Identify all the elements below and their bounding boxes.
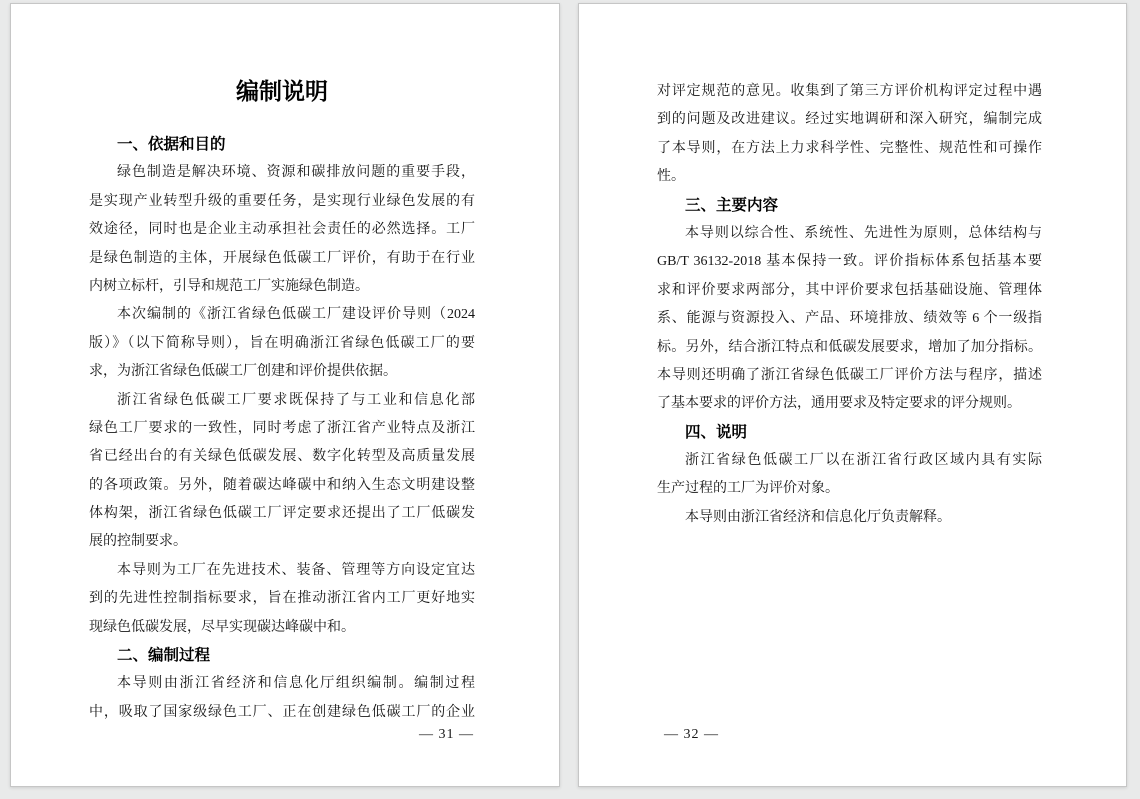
section-heading: 三、主要内容 (685, 196, 779, 214)
page-32-content (657, 4, 1042, 750)
text-line: 展的控制要求。 (89, 534, 187, 550)
document-title: 编制说明 (236, 78, 328, 104)
page-number: — 32 — (664, 727, 719, 742)
section-heading: 四、说明 (685, 423, 748, 441)
text-line: 的各项政策。另外，随着碳达峰碳中和纳入生态文明建设整 (89, 477, 475, 493)
text-line: 了基本要求的评价方法，通用要求及特定要求的评分规则。 (657, 396, 1021, 412)
text-line: 是绿色制造的主体，开展绿色低碳工厂评价，有助于在行业 (89, 250, 475, 266)
text-line: 现绿色低碳发展，尽早实现碳达峰碳中和。 (89, 619, 355, 635)
text-line: 了本导则，在方法上力求科学性、完整性、规范性和可操作 (657, 140, 1042, 156)
text-line: 本导则由浙江省经济和信息化厅负责解释。 (685, 509, 951, 525)
page-number: — 31 — (419, 727, 474, 742)
text-line: 浙江省绿色低碳工厂以在浙江省行政区域内具有实际 (685, 453, 1042, 469)
text-line: 本导则由浙江省经济和信息化厅组织编制。编制过程 (117, 676, 475, 692)
text-line: 求，为浙江省绿色低碳工厂创建和评价提供依据。 (89, 364, 397, 380)
text-line: 绿色工厂要求的一致性，同时考虑了浙江省产业特点及浙江 (89, 420, 475, 436)
text-line: 效途径，同时也是企业主动承担社会责任的必然选择。工厂 (89, 222, 475, 238)
section-heading: 二、编制过程 (117, 647, 211, 665)
text-line: GB/T 36132-2018 基本保持一致。评价指标体系包括基本要 (657, 254, 1042, 270)
page-31-content (89, 4, 475, 750)
text-line: 中，吸取了国家级绿色工厂、正在创建绿色低碳工厂的企业 (89, 704, 475, 720)
text-line: 性。 (657, 169, 685, 185)
text-line: 到的问题及改进建议。经过实地调研和深入研究，编制完成 (657, 112, 1042, 128)
text-line: 内树立标杆，引导和规范工厂实施绿色制造。 (89, 278, 369, 294)
page-31 (10, 3, 560, 787)
section-heading: 一、依据和目的 (117, 136, 226, 153)
text-line: 求和评价要求两部分，其中评价要求包括基础设施、管理体 (657, 282, 1042, 298)
text-line: 到的先进性控制指标要求，旨在推动浙江省内工厂更好地实 (89, 591, 475, 607)
text-line: 本导则为工厂在先进技术、装备、管理等方向设定宜达 (117, 562, 475, 578)
text-line: 系、能源与资源投入、产品、环境排放、绩效等 6 个一级指 (657, 311, 1042, 327)
text-line: 版）》（以下简称导则），旨在明确浙江省绿色低碳工厂的要 (89, 335, 475, 351)
text-line: 省已经出台的有关绿色低碳发展、数字化转型及高质量发展 (89, 449, 475, 465)
text-line: 本导则还明确了浙江省绿色低碳工厂评价方法与程序，描述 (657, 367, 1042, 383)
text-line: 对评定规范的意见。收集到了第三方评价机构评定过程中遇 (657, 84, 1042, 99)
text-line: 浙江省绿色低碳工厂要求既保持了与工业和信息化部 (117, 392, 475, 408)
text-line: 标。另外，结合浙江特点和低碳发展要求，增加了加分指标。 (657, 339, 1042, 355)
page-32 (578, 3, 1127, 787)
text-line: 本次编制的《浙江省绿色低碳工厂建设评价导则（2024 (117, 307, 475, 323)
text-line: 是实现产业转型升级的重要任务，是实现行业绿色发展的有 (89, 193, 475, 209)
text-line: 体构架，浙江省绿色低碳工厂评定要求还提出了工厂低碳发 (89, 506, 475, 522)
text-line: 本导则以综合性、系统性、先进性为原则，总体结构与 (685, 225, 1042, 241)
text-line: 生产过程的工厂为评价对象。 (657, 481, 839, 497)
text-line: 绿色制造是解决环境、资源和碳排放问题的重要手段， (117, 165, 475, 181)
